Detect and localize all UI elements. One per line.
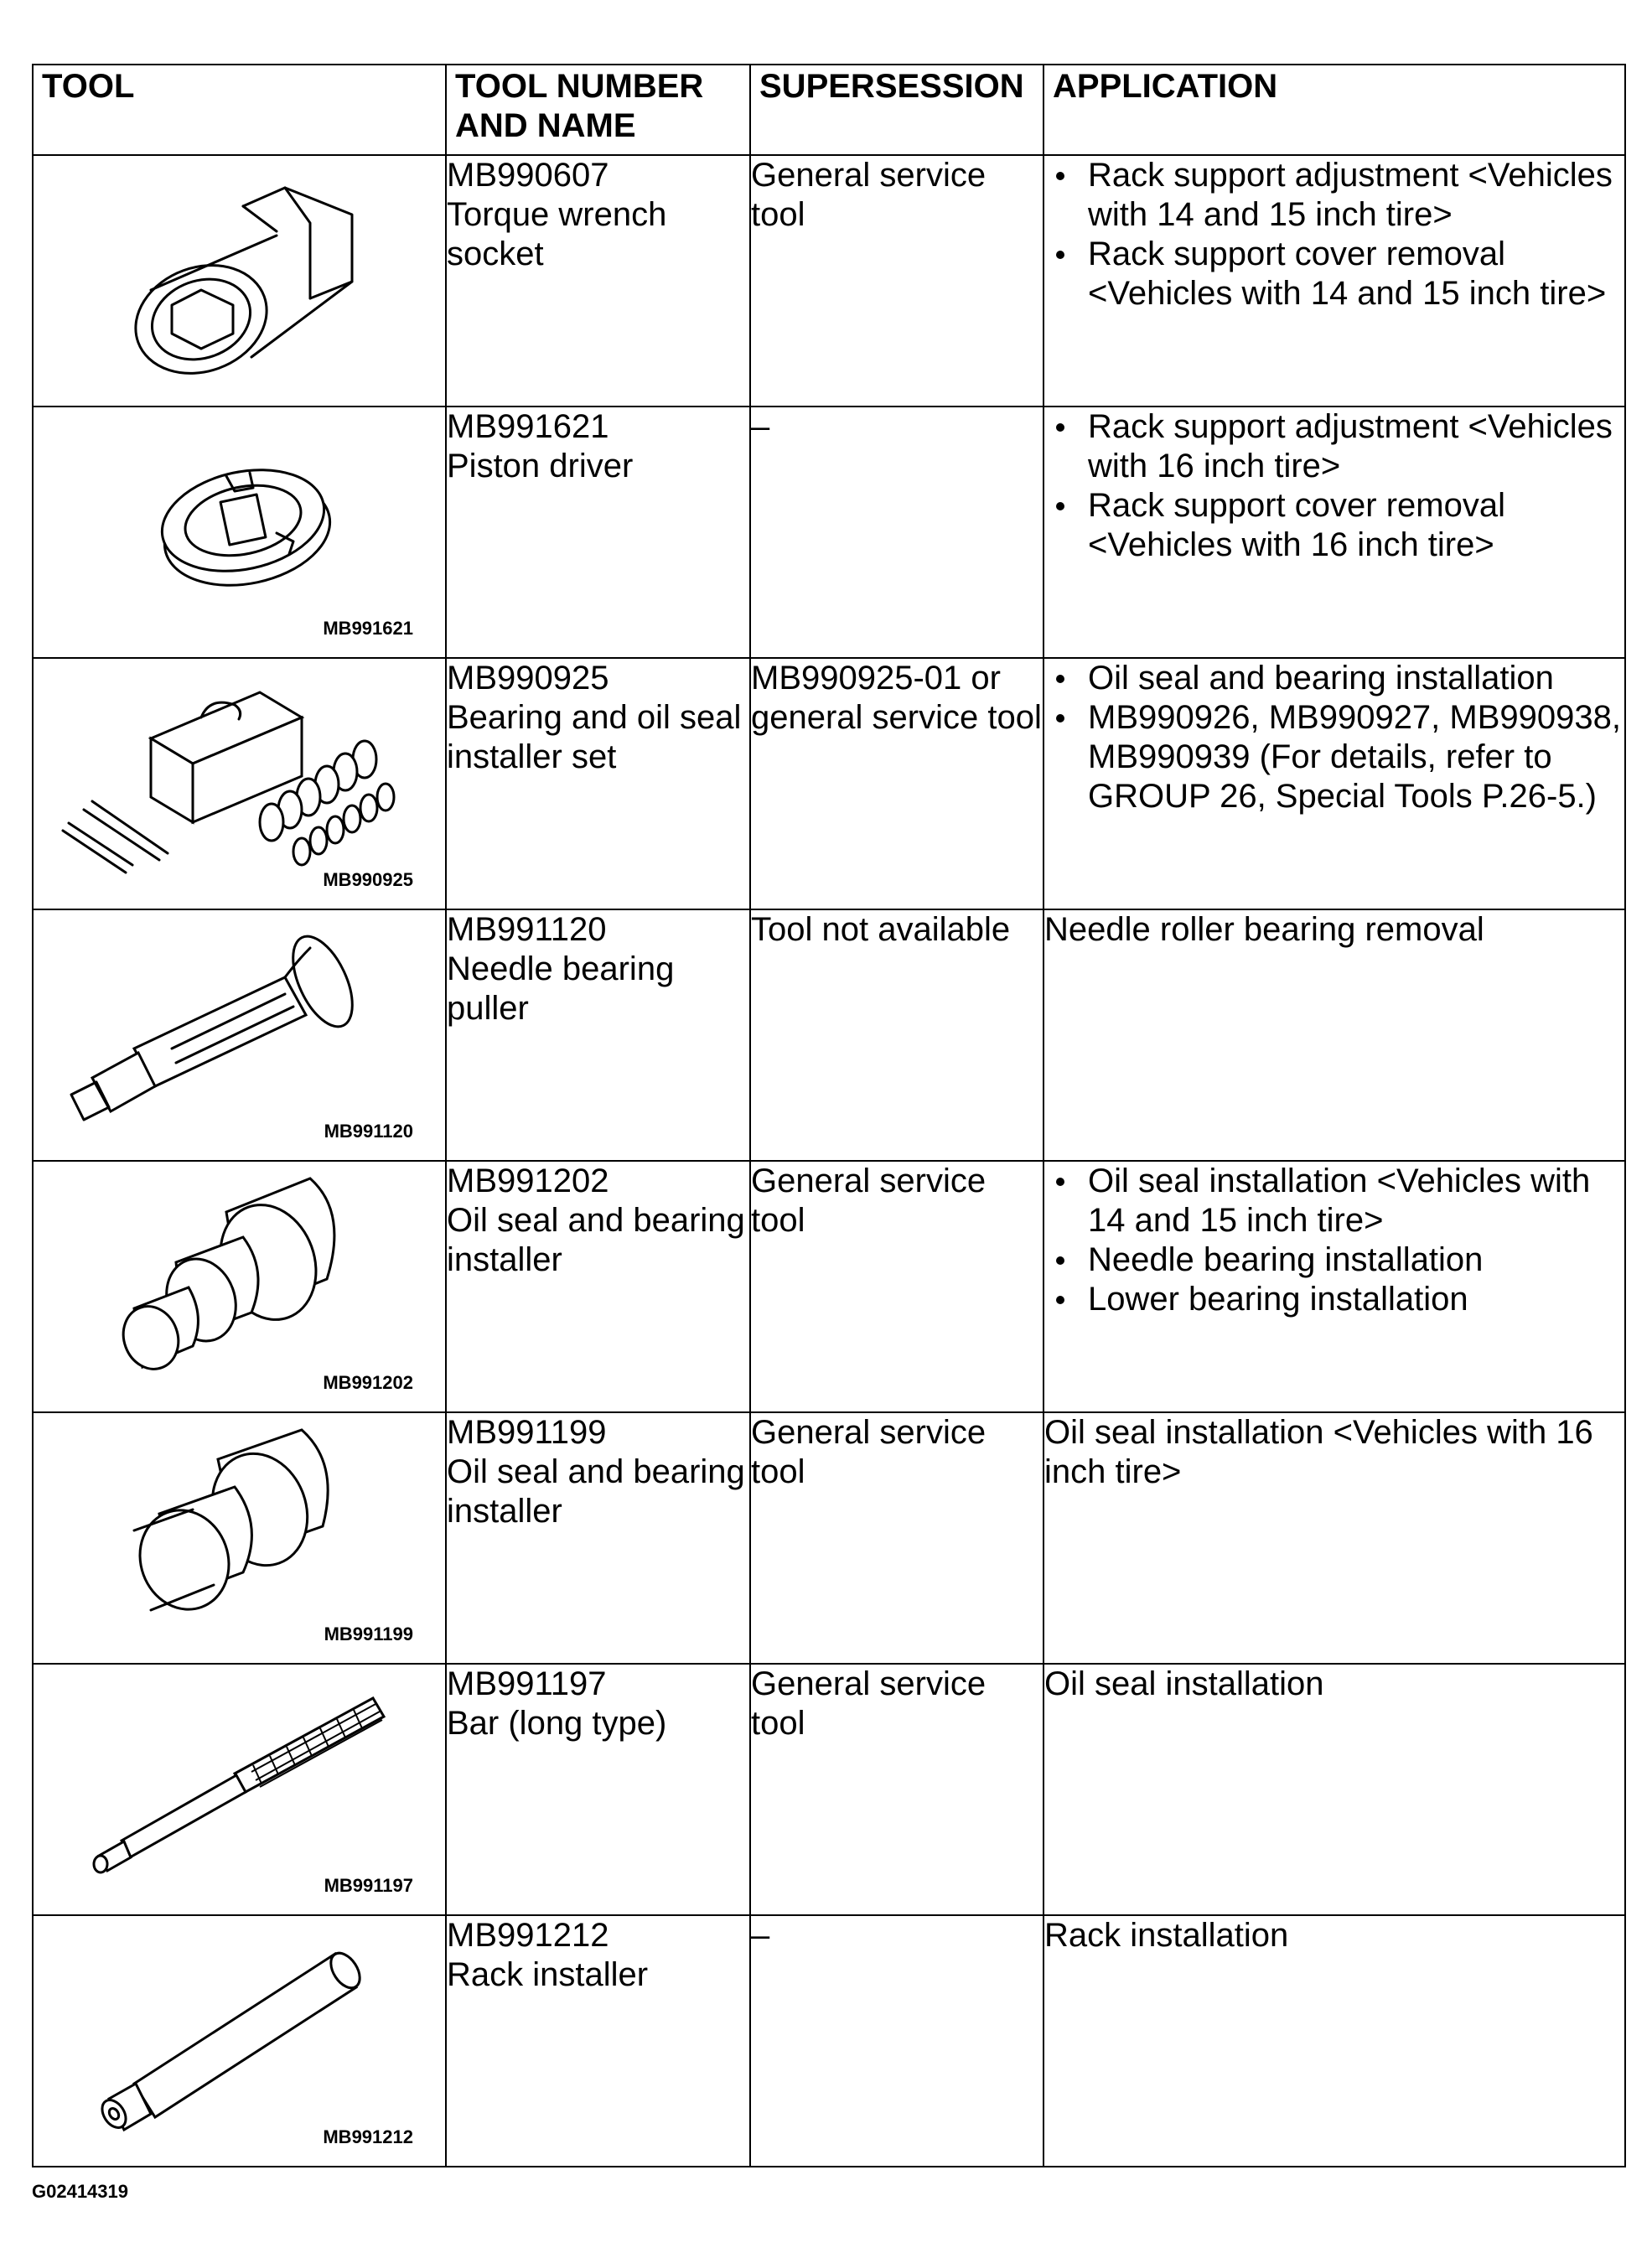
- tool-code-label: MB990925: [323, 869, 413, 890]
- tool-code-label: MB991621: [323, 618, 413, 639]
- tool-illustration-cell: [33, 1664, 446, 1915]
- application-item: Rack support cover removal <Vehicles with 16 inch tire>: [1044, 486, 1624, 565]
- tool-code-label: MB991197: [324, 1875, 413, 1896]
- tool-number: MB991197: [447, 1665, 607, 1702]
- tool-number-name-cell: [446, 909, 750, 1161]
- tool-illustration-cell: [33, 155, 446, 407]
- table-row: [33, 1664, 1625, 1915]
- application-item: Rack support adjustment <Vehicles with 16 inch tire>: [1044, 407, 1624, 486]
- table-row: [33, 1915, 1625, 2167]
- supersession-cell: MB990925-01 or general service tool: [750, 658, 1044, 909]
- tool-name: Torque wrench socket: [447, 196, 667, 272]
- tool-number-name-cell: [446, 658, 750, 909]
- application-cell: Oil seal installation: [1044, 1664, 1625, 1915]
- tool-number: MB991212: [447, 1917, 609, 1954]
- application-item: Rack support adjustment <Vehicles with 14 and 15 inch tire>: [1044, 156, 1624, 235]
- supersession-cell: General service tool: [750, 155, 1044, 407]
- tool-number: MB991621: [447, 408, 609, 445]
- tool-name: Needle bearing puller: [447, 950, 675, 1027]
- table-row: [33, 155, 1625, 407]
- header-row: [33, 65, 1625, 155]
- tool-code-label: MB991202: [323, 1372, 413, 1393]
- supersession-cell: General service tool: [750, 1664, 1044, 1915]
- application-item: Rack support cover removal <Vehicles with 14 and 15 inch tire>: [1044, 235, 1624, 313]
- tool-name: Oil seal and bearing installer: [447, 1202, 745, 1278]
- tool-name: Bearing and oil seal installer set: [447, 699, 742, 775]
- header-tool: TOOL: [33, 65, 446, 155]
- tool-number: MB991199: [447, 1414, 607, 1451]
- tool-illustration-cell: [33, 1161, 446, 1412]
- application-cell: [1044, 155, 1625, 407]
- tool-number-name-cell: [446, 155, 750, 407]
- application-item: Oil seal installation <Vehicles with 14 and 15 inch tire>: [1044, 1162, 1624, 1240]
- application-cell: [1044, 658, 1625, 909]
- application-list: [1044, 659, 1624, 816]
- tool-code-label: MB991199: [324, 1624, 413, 1644]
- tool-number: MB990925: [447, 660, 609, 697]
- application-cell: Rack installation: [1044, 1915, 1625, 2167]
- supersession-cell: –: [750, 407, 1044, 658]
- tool-number-name-cell: [446, 1161, 750, 1412]
- application-item: Oil seal and bearing installation: [1044, 659, 1624, 698]
- tool-number: MB990607: [447, 157, 609, 194]
- tool-number: MB991202: [447, 1163, 609, 1199]
- tool-name: Piston driver: [447, 448, 634, 484]
- tool-number-name-cell: [446, 407, 750, 658]
- application-item: Lower bearing installation: [1044, 1280, 1624, 1319]
- tool-illustration-cell: [33, 407, 446, 658]
- application-list: [1044, 407, 1624, 565]
- tool-illustration-cell: [33, 1915, 446, 2167]
- header-tool-number-name: TOOL NUMBER AND NAME: [446, 65, 750, 155]
- tool-name: Bar (long type): [447, 1705, 667, 1742]
- supersession-cell: General service tool: [750, 1161, 1044, 1412]
- tool-illustration-cell: [33, 909, 446, 1161]
- tool-illustration-cell: [33, 1412, 446, 1664]
- table-row: [33, 407, 1625, 658]
- application-cell: Oil seal installation <Vehicles with 16 inch tire>: [1044, 1412, 1625, 1664]
- table-row: [33, 658, 1625, 909]
- special-tools-table: [32, 64, 1626, 2167]
- tool-code-label: MB991120: [324, 1121, 413, 1142]
- application-list: [1044, 156, 1624, 313]
- table-row: [33, 1161, 1625, 1412]
- supersession-cell: Tool not available: [750, 909, 1044, 1161]
- tool-code-label: MB991212: [323, 2126, 413, 2147]
- application-cell: Needle roller bearing removal: [1044, 909, 1625, 1161]
- tool-number: MB991120: [447, 911, 607, 948]
- tool-number-name-cell: [446, 1915, 750, 2167]
- header-supersession: SUPERSESSION: [750, 65, 1044, 155]
- tool-name: Oil seal and bearing installer: [447, 1453, 745, 1530]
- tool-number-name-cell: [446, 1664, 750, 1915]
- supersession-cell: –: [750, 1915, 1044, 2167]
- application-item: MB990926, MB990927, MB990938, MB990939 (For details, refer to GROUP 26, Special Tools P.26-5.): [1044, 698, 1624, 816]
- tool-illustration-cell: [33, 658, 446, 909]
- application-list: [1044, 1162, 1624, 1319]
- tool-name: Rack installer: [447, 1956, 649, 1993]
- application-cell: [1044, 1161, 1625, 1412]
- application-item: Needle bearing installation: [1044, 1240, 1624, 1280]
- figure-code: G02414319: [32, 2181, 128, 2202]
- table-row: [33, 909, 1625, 1161]
- tool-number-name-cell: [446, 1412, 750, 1664]
- supersession-cell: General service tool: [750, 1412, 1044, 1664]
- application-cell: [1044, 407, 1625, 658]
- table-row: [33, 1412, 1625, 1664]
- torque-wrench-socket-drawing: [34, 156, 447, 404]
- header-application: APPLICATION: [1044, 65, 1625, 155]
